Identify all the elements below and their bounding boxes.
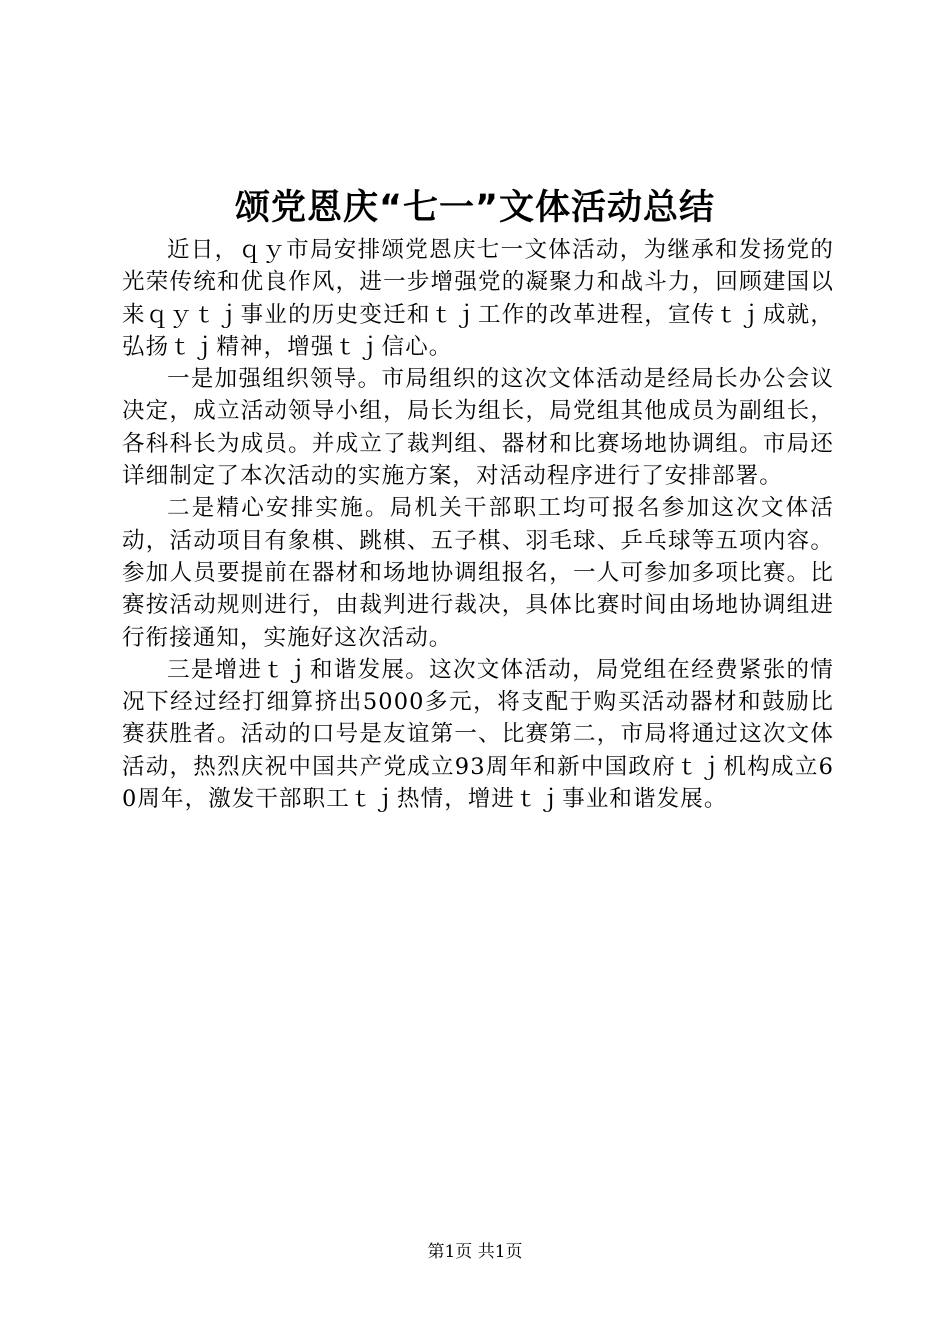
document-body <box>122 234 834 815</box>
paragraph-harmony: 三是增进ｔｊ和谐发展。这次文体活动，局党组在经费紧张的情况下经过经打细算挤出5000多元，将支配于购买活动器材和鼓励比赛获胜者。活动的口号是友谊第一、比赛第二，市局将通过这次文体活动，热烈庆祝中国共产党成立93周年和新中国政府ｔｊ机构成立60周年，激发干部职工ｔｊ热情，增进ｔｊ事业和谐发展。 <box>122 656 834 813</box>
paragraph-intro: 近日，ｑｙ市局安排颂党恩庆七一文体活动，为继承和发扬党的光荣传统和优良作风，进一步增强党的凝聚力和战斗力，回顾建国以来ｑｙｔｊ事业的历史变迁和ｔｊ工作的改革进程，宣传ｔｊ成就，弘扬ｔｊ精神，增强ｔｊ信心。 <box>122 237 834 360</box>
page-footer: 第1页 共1页 <box>427 1242 523 1262</box>
paragraph-implementation: 二是精心安排实施。局机关干部职工均可报名参加这次文体活动，活动项目有象棋、跳棋、五子棋、羽毛球、乒乓球等五项内容。参加人员要提前在器材和场地协调组报名，一人可参加多项比赛。比赛按活动规则进行，由裁判进行裁决，具体比赛时间由场地协调组进行衔接通知，实施好这次活动。 <box>122 495 834 651</box>
paragraph-organization: 一是加强组织领导。市局组织的这次文体活动是经局长办公会议决定，成立活动领导小组，局长为组长，局党组其他成员为副组长，各科科长为成员。并成立了裁判组、器材和比赛场地协调组。市局还详细制定了本次活动的实施方案，对活动程序进行了安排部署。 <box>122 366 834 490</box>
document-title: 颂党恩庆“七一”文体活动总结 <box>234 188 715 228</box>
